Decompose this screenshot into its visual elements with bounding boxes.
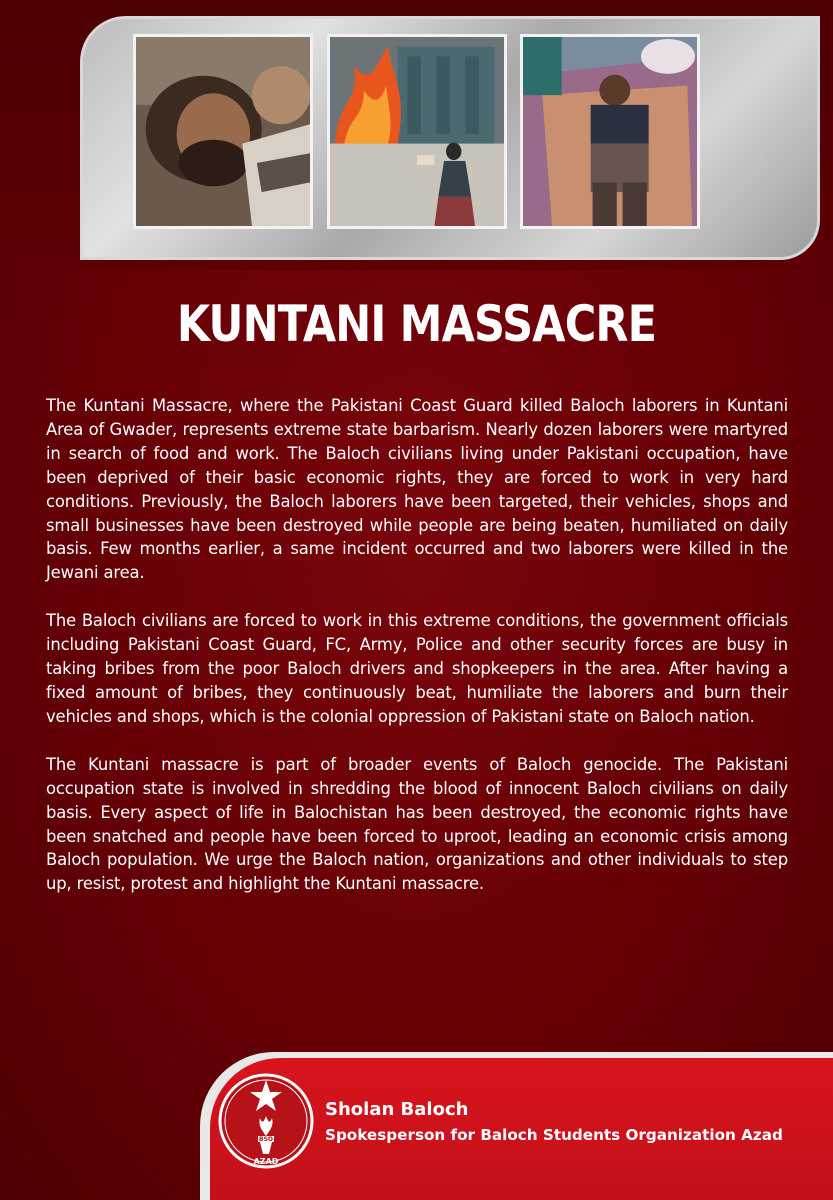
photo-victim [133, 34, 313, 229]
logo-text-bottom: AZAD [253, 1157, 279, 1166]
paragraph: The Baloch civilians are forced to work in this extreme conditions, the government officials including Pakistani Coast Guard, FC, Army, Police and other security forces are busy in taking bribes from the poor Baloch drivers and shopkeepers in the area. After having a fixed amount of bribes, they continuously beat, humiliate the laborers and burn their vehicles and shops, which is the colonial oppression of Pakistani state on Baloch nation. [46, 611, 788, 726]
page-title: KUNTANI MASSACRE [176, 295, 657, 353]
article-body [46, 394, 788, 920]
logo-text-top: BSO [259, 1136, 273, 1143]
paragraph: The Kuntani massacre is part of broader events of Baloch genocide. The Pakistani occupation state is involved in shredding the blood of innocent Baloch civilians on daily basis. Every aspect of life in Balochistan has been destroyed, the economic rights have been snatched and people have been forced to uproot, leading an economic crisis among Baloch population. We urge the Baloch nation, organizations and other individuals to step up, resist, protest and highlight the Kuntani massacre. [46, 754, 788, 894]
speaker-role: Spokesperson for Baloch Students Organization Azad [325, 1126, 783, 1144]
bso-logo [218, 1066, 314, 1176]
photo-fire [327, 34, 507, 229]
photo-injured [520, 34, 700, 229]
paragraph: The Kuntani Massacre, where the Pakistani Coast Guard killed Baloch laborers in Kuntani Area of Gwader, represents extreme state barbarism. Nearly dozen laborers were martyred in search of food and work. The Baloch civilians living under Pakistani occupation, have been deprived of their basic economic rights, they are forced to work in very hard conditions. Previously, the Baloch laborers have been targeted, their vehicles, shops and small businesses have been destroyed while people are being beaten, humiliated on daily basis. Few months earlier, a same incident occurred and two laborers were killed in the Jewani area. [46, 396, 788, 583]
speaker-name: Sholan Baloch [325, 1099, 469, 1120]
